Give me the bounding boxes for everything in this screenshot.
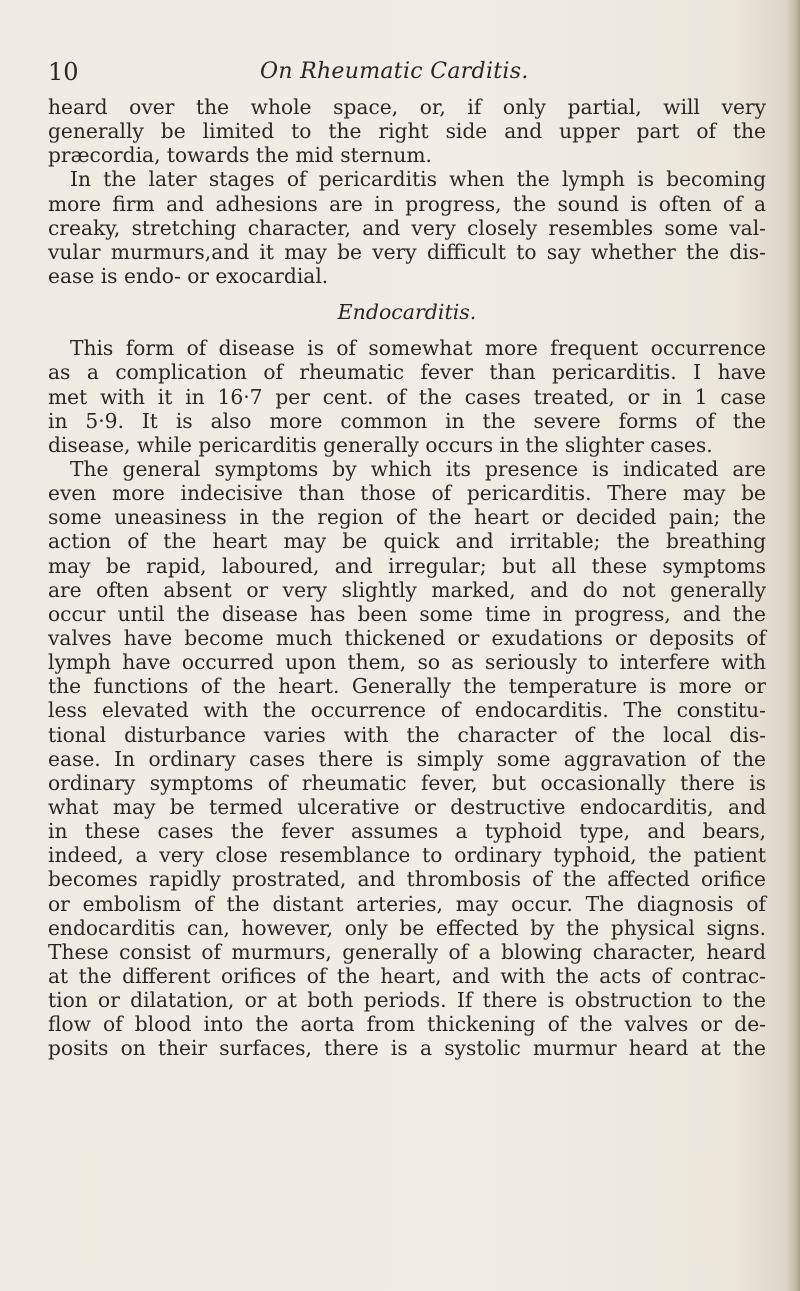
text-line: as a complication of rheumatic fever than pericarditis. I have [48, 360, 766, 385]
text-line: the functions of the heart. Generally the temperature is more or [48, 674, 766, 699]
running-title: On Rheumatic Carditis. [260, 59, 529, 84]
text-line: in these cases the fever assumes a typhoid type, and bears, [48, 819, 766, 844]
body-text [48, 95, 766, 1060]
text-line: action of the heart may be quick and irritable; the breathing [48, 529, 766, 554]
text-line: met with it in 16·7 per cent. of the cases treated, or in 1 case [48, 384, 766, 409]
page-number: 10 [48, 58, 79, 86]
text-line: ordinary symptoms of rheumatic fever, but occasionally there is [48, 770, 766, 795]
text-line: occur until the disease has been some time in progress, and the [48, 601, 766, 626]
running-header [48, 56, 768, 88]
paragraph-2 [48, 167, 766, 288]
text-line: becomes rapidly prostrated, and thrombosis of the affected orifice [48, 867, 766, 892]
text-line: in 5·9. It is also more common in the severe forms of the [48, 408, 766, 433]
paragraph-3 [48, 336, 766, 457]
text-line: lymph have occurred upon them, so as seriously to interfere with [48, 650, 766, 675]
text-line: tion or dilatation, or at both periods. If there is obstruction to the [48, 988, 766, 1013]
text-line: some uneasiness in the region of the heart or decided pain; the [48, 505, 766, 530]
text-line: tional disturbance varies with the character of the local dis- [48, 722, 766, 747]
text-line: heard over the whole space, or, if only partial, will very [48, 95, 766, 119]
text-line: more firm and adhesions are in progress, the sound is often of a [48, 191, 766, 216]
text-line: or embolism of the distant arteries, may occur. The diagnosis of [48, 891, 766, 916]
text-line: endocarditis can, however, only be effected by the physical signs. [48, 915, 766, 940]
text-line: even more indecisive than those of pericarditis. There may be [48, 481, 766, 506]
text-line: disease, while pericarditis generally occurs in the slighter cases. [48, 432, 713, 457]
page-edge-shadow [786, 0, 800, 1291]
text-line: posits on their surfaces, there is a systolic murmur heard at the [48, 1036, 766, 1061]
text-line: less elevated with the occurrence of endocarditis. The constitu- [48, 698, 766, 723]
text-line: The general symptoms by which its presence is indicated are [70, 456, 766, 481]
paragraph-4 [48, 457, 766, 1061]
text-line: This form of disease is of somewhat more frequent occurrence [70, 336, 766, 361]
text-line: In the later stages of pericarditis when the lymph is becoming [70, 167, 766, 192]
text-line: indeed, a very close resemblance to ordinary typhoid, the patient [48, 843, 766, 868]
text-line: flow of blood into the aorta from thickening of the valves or de- [48, 1012, 766, 1037]
text-line: These consist of murmurs, generally of a blowing character, heard [48, 939, 766, 964]
text-line: generally be limited to the right side and upper part of the [48, 119, 766, 144]
section-heading: Endocarditis. [337, 300, 477, 325]
text-line: creaky, stretching character, and very closely resembles some val- [48, 215, 766, 240]
paragraph-1 [48, 95, 766, 167]
text-line: præcordia, towards the mid sternum. [48, 143, 432, 168]
text-line: vular murmurs,and it may be very difficult to say whether the dis- [48, 239, 766, 264]
text-line: are often absent or very slightly marked, and do not generally [48, 577, 766, 602]
text-line: valves have become much thickened or exudations or deposits of [48, 625, 766, 650]
text-line: at the different orifices of the heart, and with the acts of contrac- [48, 963, 766, 988]
text-line: ease. In ordinary cases there is simply some aggravation of the [48, 746, 766, 771]
text-line: ease is endo- or exocardial. [48, 263, 329, 288]
text-line: what may be termed ulcerative or destructive endocarditis, and [48, 794, 766, 819]
text-line: may be rapid, laboured, and irregular; but all these symptoms [48, 553, 766, 578]
